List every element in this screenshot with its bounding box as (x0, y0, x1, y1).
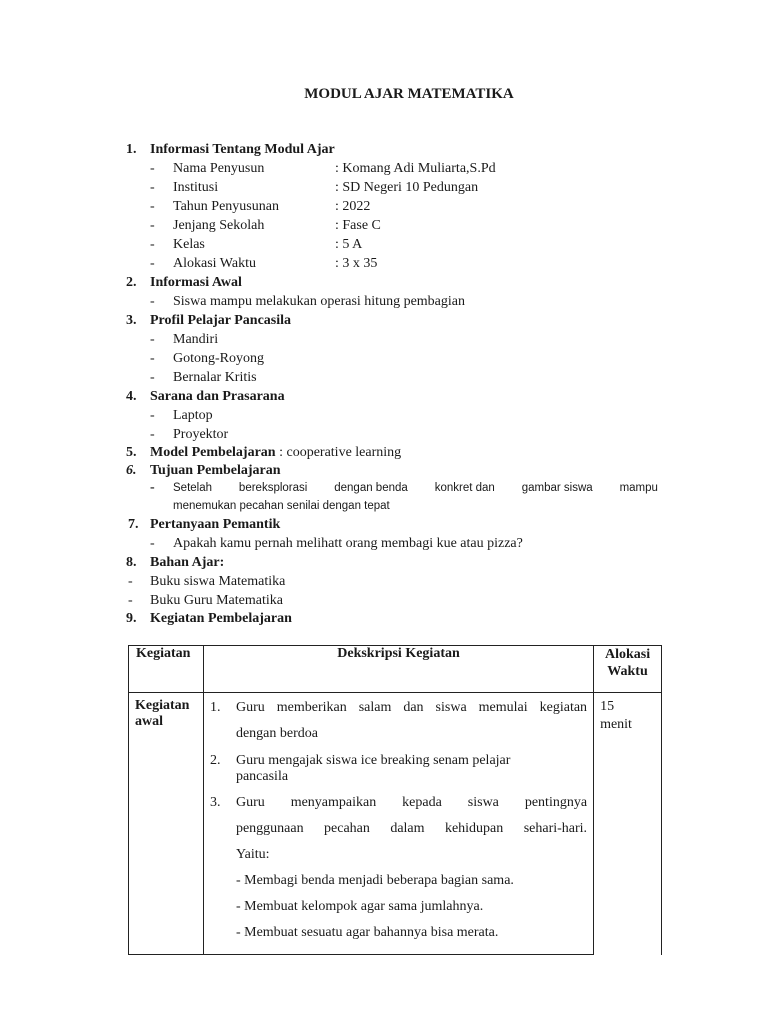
item-text: pancasila (235, 769, 289, 784)
list-dash: - (150, 480, 155, 495)
row-alokasi-line2: menit (600, 717, 632, 732)
row-deskripsi (203, 693, 593, 955)
section-heading: Profil Pelajar Pancasila (150, 313, 292, 328)
info-label: Kelas (173, 237, 205, 252)
section-number: 5. (126, 445, 137, 460)
list-item: Buku Guru Matematika (150, 593, 283, 608)
section-number: 9. (126, 611, 137, 626)
item-text: Guru menyampaikan kepada siswa pentingnya (235, 795, 588, 810)
table-header-row (129, 646, 662, 693)
list-dash: - (150, 161, 155, 176)
objective-word: Setelah (173, 482, 213, 494)
info-value: : 3 x 35 (335, 256, 378, 271)
header-alokasi (594, 646, 662, 693)
section-heading: Sarana dan Prasarana (150, 389, 285, 404)
section-heading: Informasi Tentang Modul Ajar (150, 142, 335, 157)
row-kegiatan-line2: awal (135, 714, 163, 729)
header-alokasi-line1: Alokasi (604, 647, 651, 662)
item-number: 2. (209, 753, 221, 768)
list-item (204, 790, 587, 946)
info-label: Institusi (173, 180, 219, 195)
list-dash: - (150, 370, 155, 385)
section-heading: Pertanyaan Pemantik (150, 517, 281, 532)
section-value: : cooperative learning (275, 445, 402, 460)
item-number: 3. (209, 795, 221, 810)
list-dash: - (150, 199, 155, 214)
item-text: Yaitu: (235, 847, 270, 862)
objective-word: bereksplorasi (238, 482, 308, 494)
activity-table (128, 645, 662, 955)
sub-item: - Membagi benda menjadi beberapa bagian sama. (235, 873, 514, 888)
page-title: MODUL AJAR MATEMATIKA (304, 86, 514, 102)
list-item (204, 695, 587, 747)
header-deskripsi: Dekskripsi Kegiatan (203, 646, 593, 693)
objective-word: mampu (619, 482, 658, 494)
section-heading: Model Pembelajaran (150, 445, 276, 460)
sub-item: - Membuat kelompok agar sama jumlahnya. (235, 899, 484, 914)
list-item: Proyektor (173, 427, 229, 442)
list-item: Gotong-Royong (173, 351, 264, 366)
section-heading: Bahan Ajar: (150, 555, 225, 570)
list-dash: - (150, 256, 155, 271)
activity-list (204, 695, 587, 946)
section-number: 1. (126, 142, 137, 157)
section-line (150, 445, 401, 461)
info-value: : Fase C (335, 218, 381, 233)
list-dash: - (150, 218, 155, 233)
info-label: Nama Penyusun (173, 161, 265, 176)
sub-item: - Membuat sesuatu agar bahannya bisa merata. (235, 925, 499, 940)
list-item: Buku siswa Matematika (150, 574, 286, 589)
row-kegiatan-line1: Kegiatan (135, 698, 190, 713)
header-alokasi-line2: Waktu (607, 664, 648, 679)
list-dash: - (150, 536, 155, 551)
section-number: 8. (126, 555, 137, 570)
list-dash: - (128, 574, 133, 589)
item-text: Guru mengajak siswa ice breaking senam pelajar (235, 753, 511, 768)
objective-word: dengan benda (334, 482, 408, 494)
section-number: 6. (126, 463, 137, 478)
section-heading: Kegiatan Pembelajaran (150, 611, 292, 626)
section-number: 4. (126, 389, 137, 404)
objective-word: konkret dan (434, 482, 495, 494)
objective-word: gambar siswa (521, 482, 593, 494)
section-number: 2. (126, 275, 137, 290)
info-value: : 5 A (335, 237, 363, 252)
item-text: dengan berdoa (235, 726, 318, 741)
section-heading: Tujuan Pembelajaran (150, 463, 281, 478)
list-item (204, 753, 587, 785)
row-kegiatan (129, 693, 204, 955)
table-row (129, 693, 662, 955)
list-item: Laptop (173, 408, 213, 423)
list-dash: - (150, 427, 155, 442)
objective-line-2: menemukan pecahan senilai dengan tepat (173, 500, 390, 512)
list-dash: - (150, 408, 155, 423)
list-item: Bernalar Kritis (173, 370, 257, 385)
list-dash: - (150, 351, 155, 366)
row-alokasi-line1: 15 (600, 699, 615, 714)
section-heading: Informasi Awal (150, 275, 242, 290)
info-value: : 2022 (335, 199, 371, 214)
list-item: Apakah kamu pernah melihatt orang membagi kue atau pizza? (173, 536, 523, 551)
info-value: : SD Negeri 10 Pedungan (335, 180, 479, 195)
list-item: Mandiri (173, 332, 219, 347)
item-number: 1. (209, 700, 221, 715)
info-value: : Komang Adi Muliarta,S.Pd (335, 161, 496, 176)
list-item: Siswa mampu melakukan operasi hitung pembagian (173, 294, 465, 309)
section-number: 3. (126, 313, 137, 328)
list-dash: - (128, 593, 133, 608)
section-number: 7. (128, 517, 139, 532)
item-text: penggunaan pecahan dalam kehidupan sehari-hari. (235, 821, 588, 836)
list-dash: - (150, 294, 155, 309)
row-alokasi (594, 693, 662, 955)
list-dash: - (150, 237, 155, 252)
info-label: Alokasi Waktu (173, 256, 256, 271)
info-label: Tahun Penyusunan (173, 199, 279, 214)
header-kegiatan: Kegiatan (129, 646, 204, 693)
list-dash: - (150, 180, 155, 195)
info-label: Jenjang Sekolah (173, 218, 265, 233)
list-dash: - (150, 332, 155, 347)
item-text: Guru memberikan salam dan siswa memulai kegiatan (235, 700, 588, 715)
objective-line-1 (173, 482, 658, 494)
